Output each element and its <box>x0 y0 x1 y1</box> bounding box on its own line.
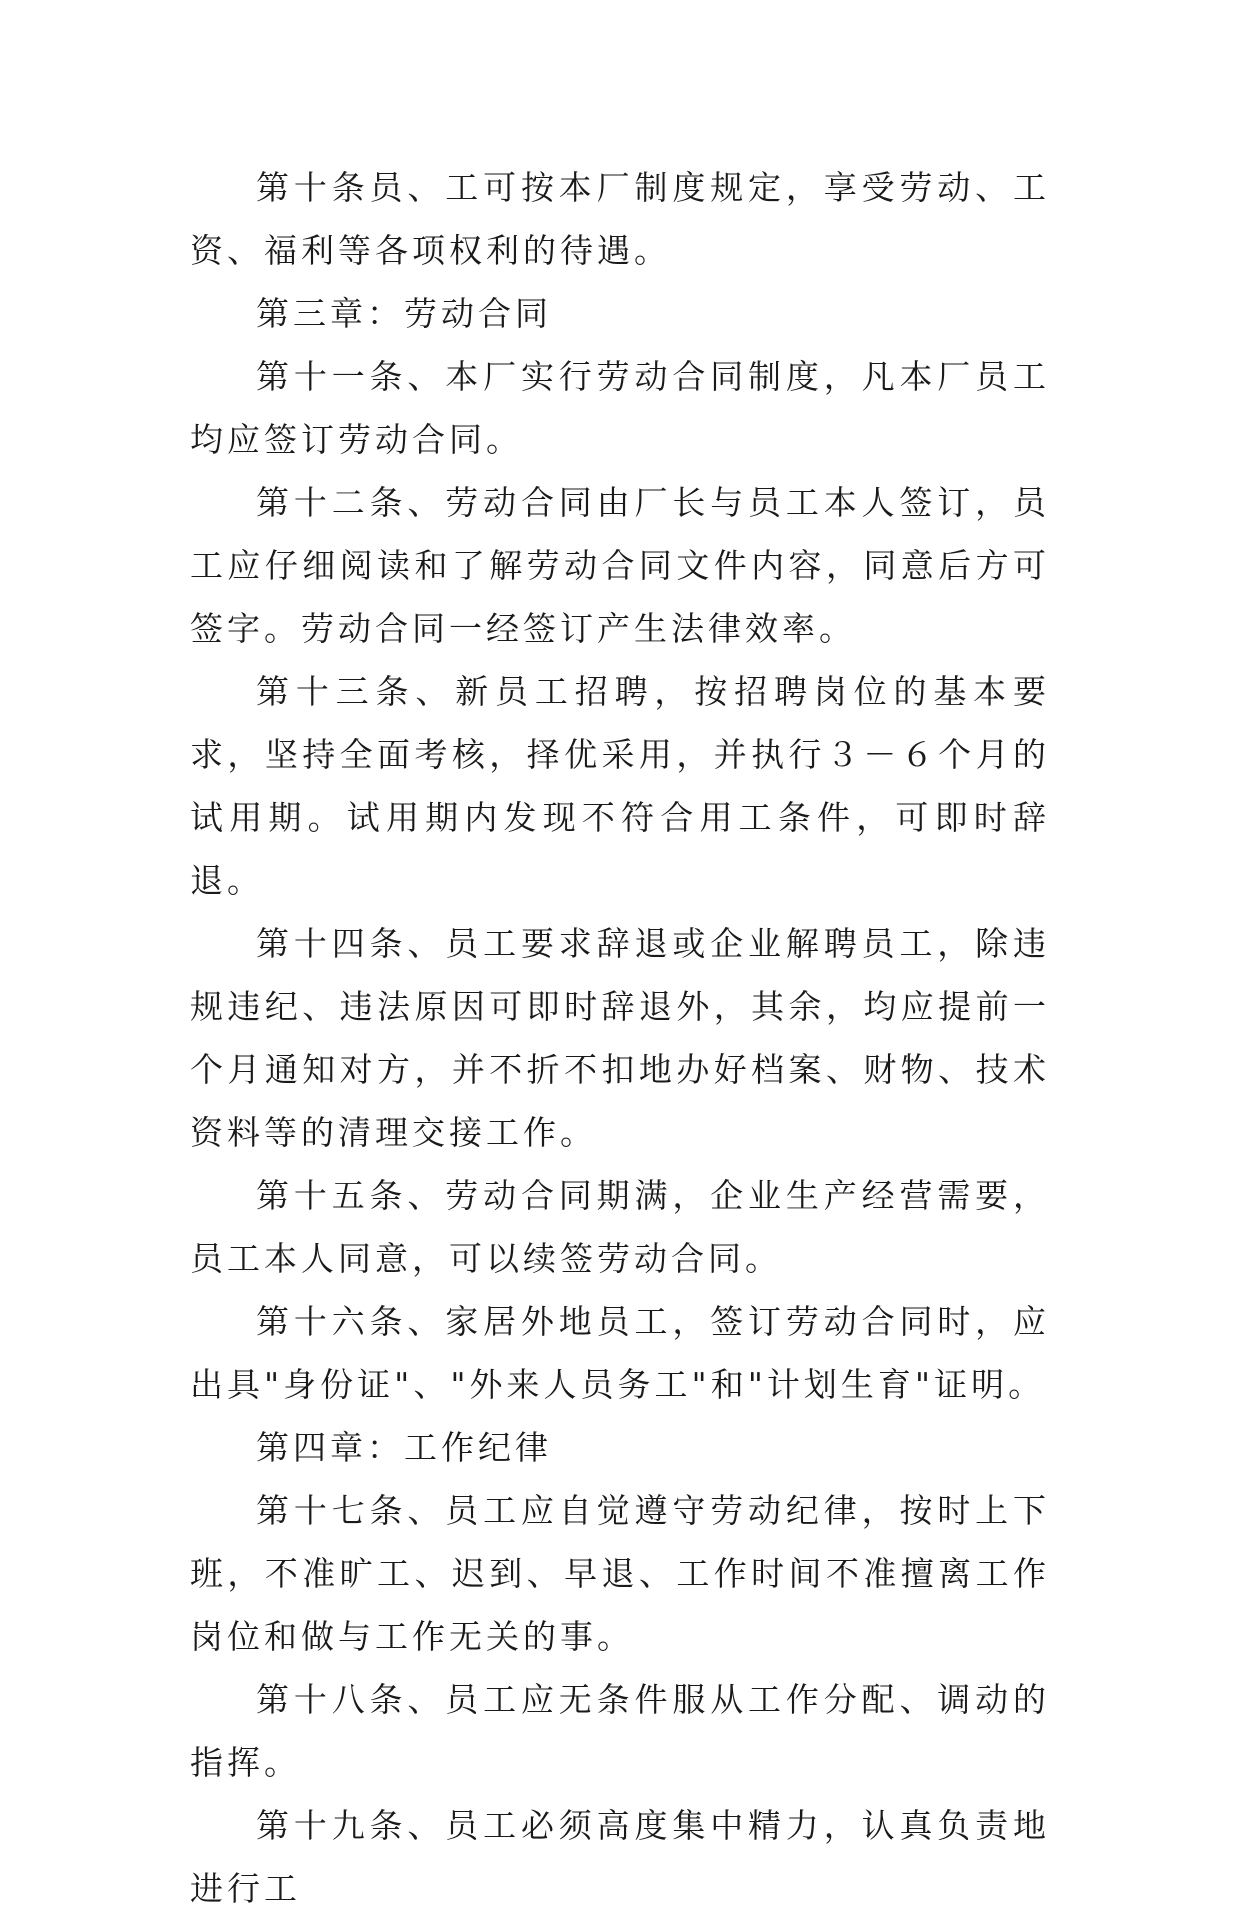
article-14: 第十四条、员工要求辞退或企业解聘员工，除违规违纪、违法原因可即时辞退外，其余，均应提前一个月通知对方，并不折不扣地办好档案、财物、技术资料等的清理交接工作。 <box>190 924 1050 1152</box>
chapter-4-heading: 第四章：工作纪律 <box>256 1428 552 1467</box>
article-13: 第十三条、新员工招聘，按招聘岗位的基本要求，坚持全面考核，择优采用，并执行３－６个月的试用期。试用期内发现不符合用工条件，可即时辞退。 <box>190 672 1050 900</box>
document-body <box>190 156 1050 1920</box>
chapter-3-heading: 第三章：劳动合同 <box>256 294 552 333</box>
article-11: 第十一条、本厂实行劳动合同制度，凡本厂员工均应签订劳动合同。 <box>190 357 1050 459</box>
article-15: 第十五条、劳动合同期满，企业生产经营需要，员工本人同意，可以续签劳动合同。 <box>190 1176 1050 1278</box>
article-16: 第十六条、家居外地员工，签订劳动合同时，应出具"身份证"、"外来人员务工"和"计划生育"证明。 <box>190 1302 1050 1404</box>
article-10: 第十条员、工可按本厂制度规定，享受劳动、工资、福利等各项权利的待遇。 <box>190 168 1050 270</box>
article-12: 第十二条、劳动合同由厂长与员工本人签订，员工应仔细阅读和了解劳动合同文件内容，同意后方可签字。劳动合同一经签订产生法律效率。 <box>190 483 1050 648</box>
article-18: 第十八条、员工应无条件服从工作分配、调动的指挥。 <box>190 1680 1050 1782</box>
article-17: 第十七条、员工应自觉遵守劳动纪律，按时上下班，不准旷工、迟到、早退、工作时间不准擅离工作岗位和做与工作无关的事。 <box>190 1491 1050 1656</box>
article-19: 第十九条、员工必须高度集中精力，认真负责地进行工 <box>190 1806 1050 1908</box>
